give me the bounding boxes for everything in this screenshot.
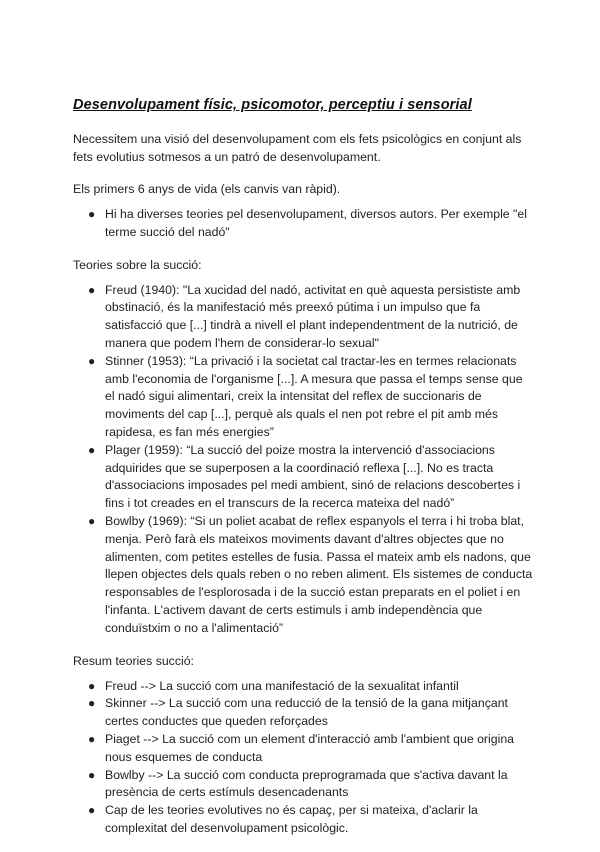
summary-skinner: Skinner --> La succió com una reducció de la tensió de la gana mitjançant certes conductes que queden reforçades [105, 696, 508, 729]
theories-heading: Teories sobre la succió: [73, 257, 202, 272]
document-page [73, 96, 533, 852]
summary-heading: Resum teories succió: [73, 653, 194, 668]
list-item [88, 353, 533, 442]
bullet-icon: ● [88, 442, 96, 457]
summary-conclusion: Cap de les teories evolutives no és capaç, per si mateixa, d'aclarir la complexitat del desenvolupament psicològic. [105, 803, 478, 835]
list-item [88, 282, 533, 353]
bullet-icon: ● [88, 767, 96, 782]
list-item [88, 513, 533, 638]
summary-piaget: Piaget --> La succió com un element d'interacció amb l'ambient que origina nous esquemes de conducta [105, 731, 515, 764]
list-item [88, 695, 533, 731]
bullet-icon: ● [88, 678, 96, 693]
theory-stinner: Stinner (1953): “La privació i la societat cal tractar-les en termes relacionats amb l'economia de l'organisme [...]. A mesura que passa el temps sense que el nadó sigui alimentari, creix la intensitat del reflex de succionaris de moviments del cap [...], perquè als quals el nen pot rebre el pit amb més rapidesa, es fan més energies” [105, 353, 523, 439]
theory-plager: Plager (1959): “La succió del poize mostra la intervenció d'associacions adquirides que se superposen a la coordinació reflexa [...]. No es tracta d'associacions imposades pel medi ambient, sinó de relacions descobertes i fins i tot creades en el transcurs de la recerca mateixa del nadó” [105, 442, 521, 511]
list-item [88, 802, 533, 838]
summary-freud: Freud --> La succió com una manifestació de la sexualitat infantil [105, 678, 459, 693]
bullet-icon: ● [88, 803, 96, 818]
bullet-icon: ● [88, 353, 96, 368]
intro-list [73, 206, 533, 242]
list-item-text: Hi ha diverses teories pel desenvolupament, diversos autors. Per exemple "el terme succió del nadó" [105, 207, 527, 239]
list-item [88, 767, 533, 803]
list-item [88, 442, 533, 513]
list-item [88, 731, 533, 767]
document-title: Desenvolupament físic, psicomotor, perceptiu i sensorial [73, 97, 472, 113]
summary-bowlby: Bowlby --> La succió com conducta preprogramada que s'activa davant la presència de certs estímuls desencadenants [105, 767, 508, 800]
bullet-icon: ● [88, 731, 96, 746]
bullet-icon: ● [88, 513, 96, 528]
bullet-icon: ● [88, 696, 96, 711]
bullet-icon: ● [88, 282, 96, 297]
first-years-paragraph: Els primers 6 anys de vida (els canvis van ràpid). [73, 182, 341, 196]
intro-paragraph: Necessitem una visió del desenvolupament com els fets psicològics en conjunt als fets evolutius sotmesos a un patró de desenvolupament. [73, 132, 522, 164]
list-item [88, 206, 533, 242]
theory-freud: Freud (1940): "La xucidad del nadó, activitat en què aquesta persististe amb obstinació, és la manifestació més preexó pútima i un impulso que fa satisfacció que [...] tindrà a nivell el plant independentment de la nutrició, de manera que podem l'hem de considerar-lo sexual" [105, 282, 521, 350]
theory-bowlby: Bowlby (1969): “Si un poliet acabat de reflex espanyols el terra i hi troba blat, menja. Però farà els mateixos moviments davant d'altres objectes que no alimenten, com petites estelles de fusia. Passa el mateix amb els nadons, que llepen objectes dels quals reben o no reben aliment. Els sistemes de conducta responsables de l'esplorosada i de la succió estan preparats en el poliet i en l'infanta. L'activem davant de certs estimuls i amb independència que conduïstxim o no a l'alimentació” [105, 513, 533, 635]
theories-list [73, 282, 533, 638]
bullet-icon: ● [88, 207, 96, 221]
list-item [88, 678, 533, 696]
summary-list [73, 678, 533, 838]
